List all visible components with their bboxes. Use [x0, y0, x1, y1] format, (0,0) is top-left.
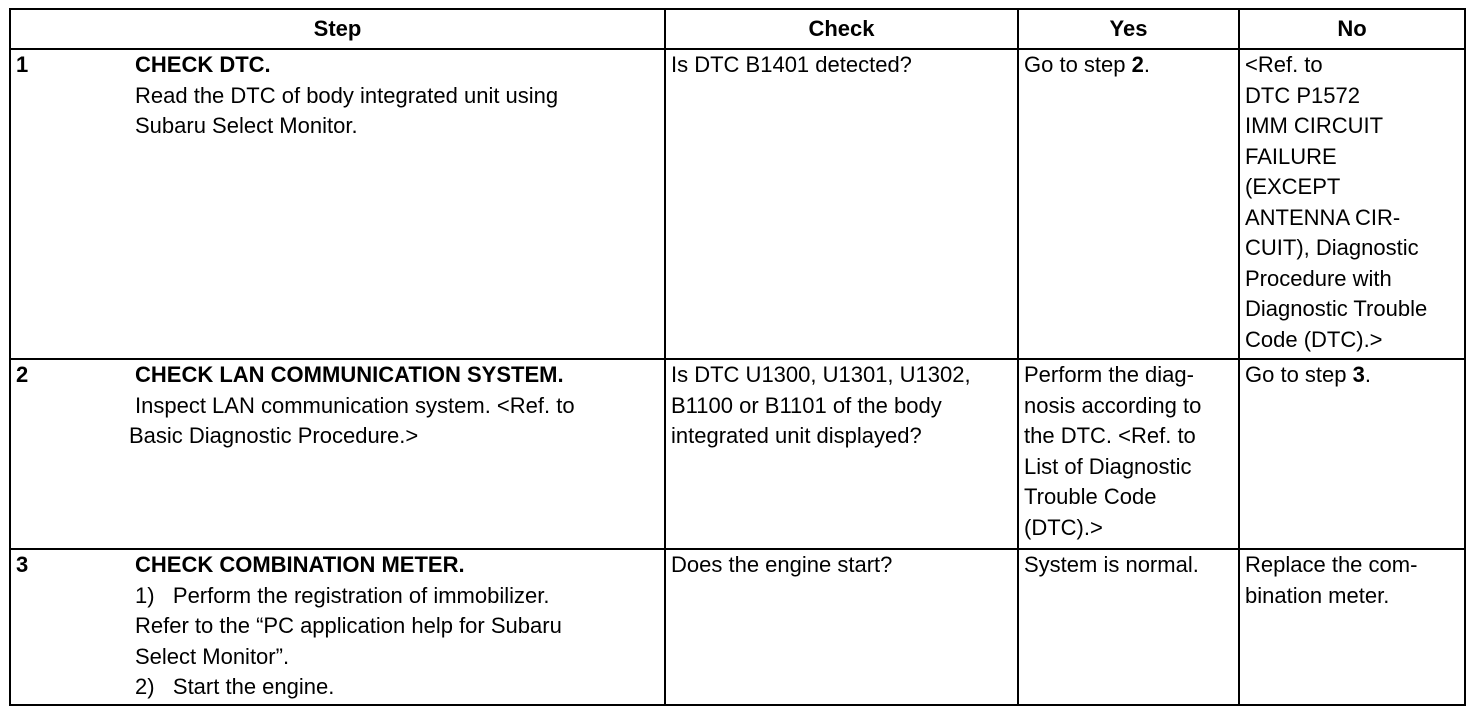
no-cell [1239, 549, 1465, 705]
yes-text: (DTC).> [1024, 514, 1103, 540]
step-number: 1 [10, 49, 130, 359]
header-row [10, 9, 1465, 49]
no-text: (EXCEPT [1245, 174, 1341, 199]
step-text: 1) Perform the registration of immobilizer. [135, 582, 550, 608]
no-text: Diagnostic Trouble [1245, 296, 1428, 321]
no-text-end: . [1364, 362, 1371, 387]
no-text: CUIT), Diagnostic [1245, 235, 1419, 260]
header-no: No [1239, 9, 1465, 49]
header-check: Check [665, 9, 1018, 49]
no-cell [1239, 49, 1465, 359]
no-text: DTC P1572 [1245, 82, 1360, 108]
step-text: Subaru Select Monitor. [135, 113, 358, 138]
yes-text: Trouble Code [1024, 484, 1157, 509]
check-cell [665, 359, 1018, 549]
header-yes: Yes [1018, 9, 1239, 49]
step-text: Inspect LAN communication system. <Ref. to [135, 392, 575, 418]
step-cell [130, 359, 665, 549]
no-text: Code (DTC).> [1245, 326, 1383, 352]
step-number: 3 [10, 549, 130, 705]
no-text: Replace the com- [1245, 552, 1418, 577]
yes-text: System is normal. [1024, 552, 1199, 577]
yes-cell [1018, 359, 1239, 549]
yes-cell [1018, 549, 1239, 705]
header-step: Step [10, 9, 665, 49]
check-cell [665, 49, 1018, 359]
step-title: CHECK DTC. [135, 52, 271, 77]
step-text: Basic Diagnostic Procedure.> [129, 423, 419, 448]
no-text: ANTENNA CIR- [1245, 204, 1401, 230]
diagnostic-procedure-table [9, 8, 1466, 706]
step-text: 2) Start the engine. [135, 674, 335, 699]
no-text: Go to step [1245, 362, 1353, 387]
yes-text: the DTC. <Ref. to [1024, 423, 1196, 448]
check-text: integrated unit displayed? [671, 423, 922, 448]
step-text: Select Monitor”. [135, 643, 290, 669]
yes-text: Perform the diag- [1024, 362, 1194, 387]
check-text: Does the engine start? [671, 552, 893, 577]
yes-step-ref: 2 [1131, 52, 1144, 77]
no-text: FAILURE [1245, 143, 1337, 169]
step-number: 2 [10, 359, 130, 549]
yes-text: List of Diagnostic [1024, 453, 1192, 479]
no-text: Procedure with [1245, 265, 1392, 291]
step-text: Refer to the “PC application help for Subaru [135, 613, 562, 638]
step-title: CHECK COMBINATION METER. [135, 552, 465, 577]
table-row [10, 549, 1465, 705]
check-text: B1100 or B1101 of the body [671, 392, 942, 418]
yes-text: Go to step [1024, 52, 1132, 77]
no-text: IMM CIRCUIT [1245, 113, 1384, 138]
check-text: Is DTC U1300, U1301, U1302, [671, 362, 971, 387]
no-text: <Ref. to [1245, 52, 1323, 77]
no-step-ref: 3 [1352, 362, 1365, 387]
no-cell [1239, 359, 1465, 549]
step-cell [130, 49, 665, 359]
check-text: Is DTC B1401 detected? [671, 52, 912, 77]
step-title: CHECK LAN COMMUNICATION SYSTEM. [135, 362, 564, 387]
table-row [10, 49, 1465, 359]
yes-text: nosis according to [1024, 392, 1202, 418]
step-cell [130, 549, 665, 705]
yes-text-end: . [1143, 52, 1150, 77]
check-cell [665, 549, 1018, 705]
table-row [10, 359, 1465, 549]
step-text: Read the DTC of body integrated unit using [135, 82, 559, 108]
no-text: bination meter. [1245, 582, 1390, 608]
yes-cell [1018, 49, 1239, 359]
